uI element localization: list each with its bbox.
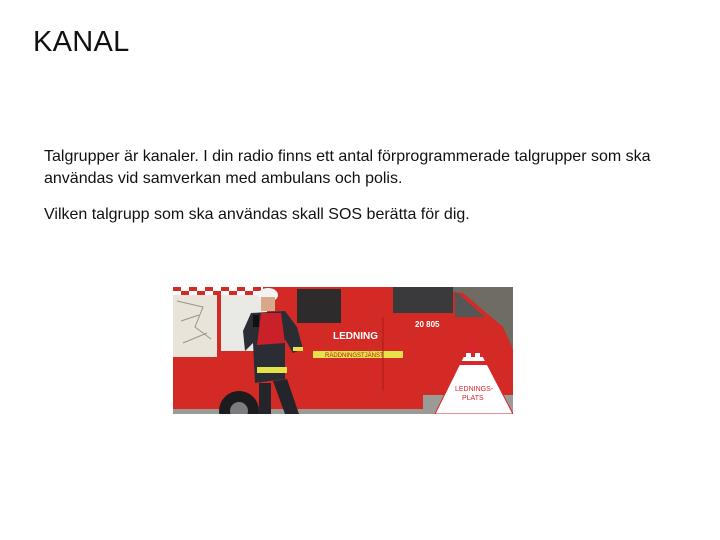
slide-title: KANAL <box>33 26 130 58</box>
paragraph-intro: Talgrupper är kanaler. I din radio finns ett antal förprogrammerade talgrupper som ska användas vid samverkan med ambulans och polis. <box>44 148 651 187</box>
rear-window <box>297 289 341 323</box>
rescue-photo <box>173 287 513 414</box>
paragraph-sos: Vilken talgrupp som ska användas skall SOS berätta för dig. <box>44 206 470 223</box>
radio <box>253 315 259 327</box>
cab-window <box>393 287 453 313</box>
jacket-reflective-band <box>257 367 287 373</box>
checkered-band <box>173 287 263 295</box>
vehicle-number: 20 805 <box>415 320 440 329</box>
rescue-scene-illustration <box>173 287 513 414</box>
vehicle-side-text: LEDNING <box>333 331 378 342</box>
sign-text-line1: LEDNINGS- <box>455 386 494 393</box>
body-text <box>44 146 684 226</box>
face <box>261 297 275 311</box>
left-leg <box>259 383 271 414</box>
red-vest <box>257 313 285 345</box>
vehicle-stripe-text: RÄDDNINGSTJÄNST <box>325 353 384 359</box>
sign-text-line2: PLATS <box>462 395 484 402</box>
